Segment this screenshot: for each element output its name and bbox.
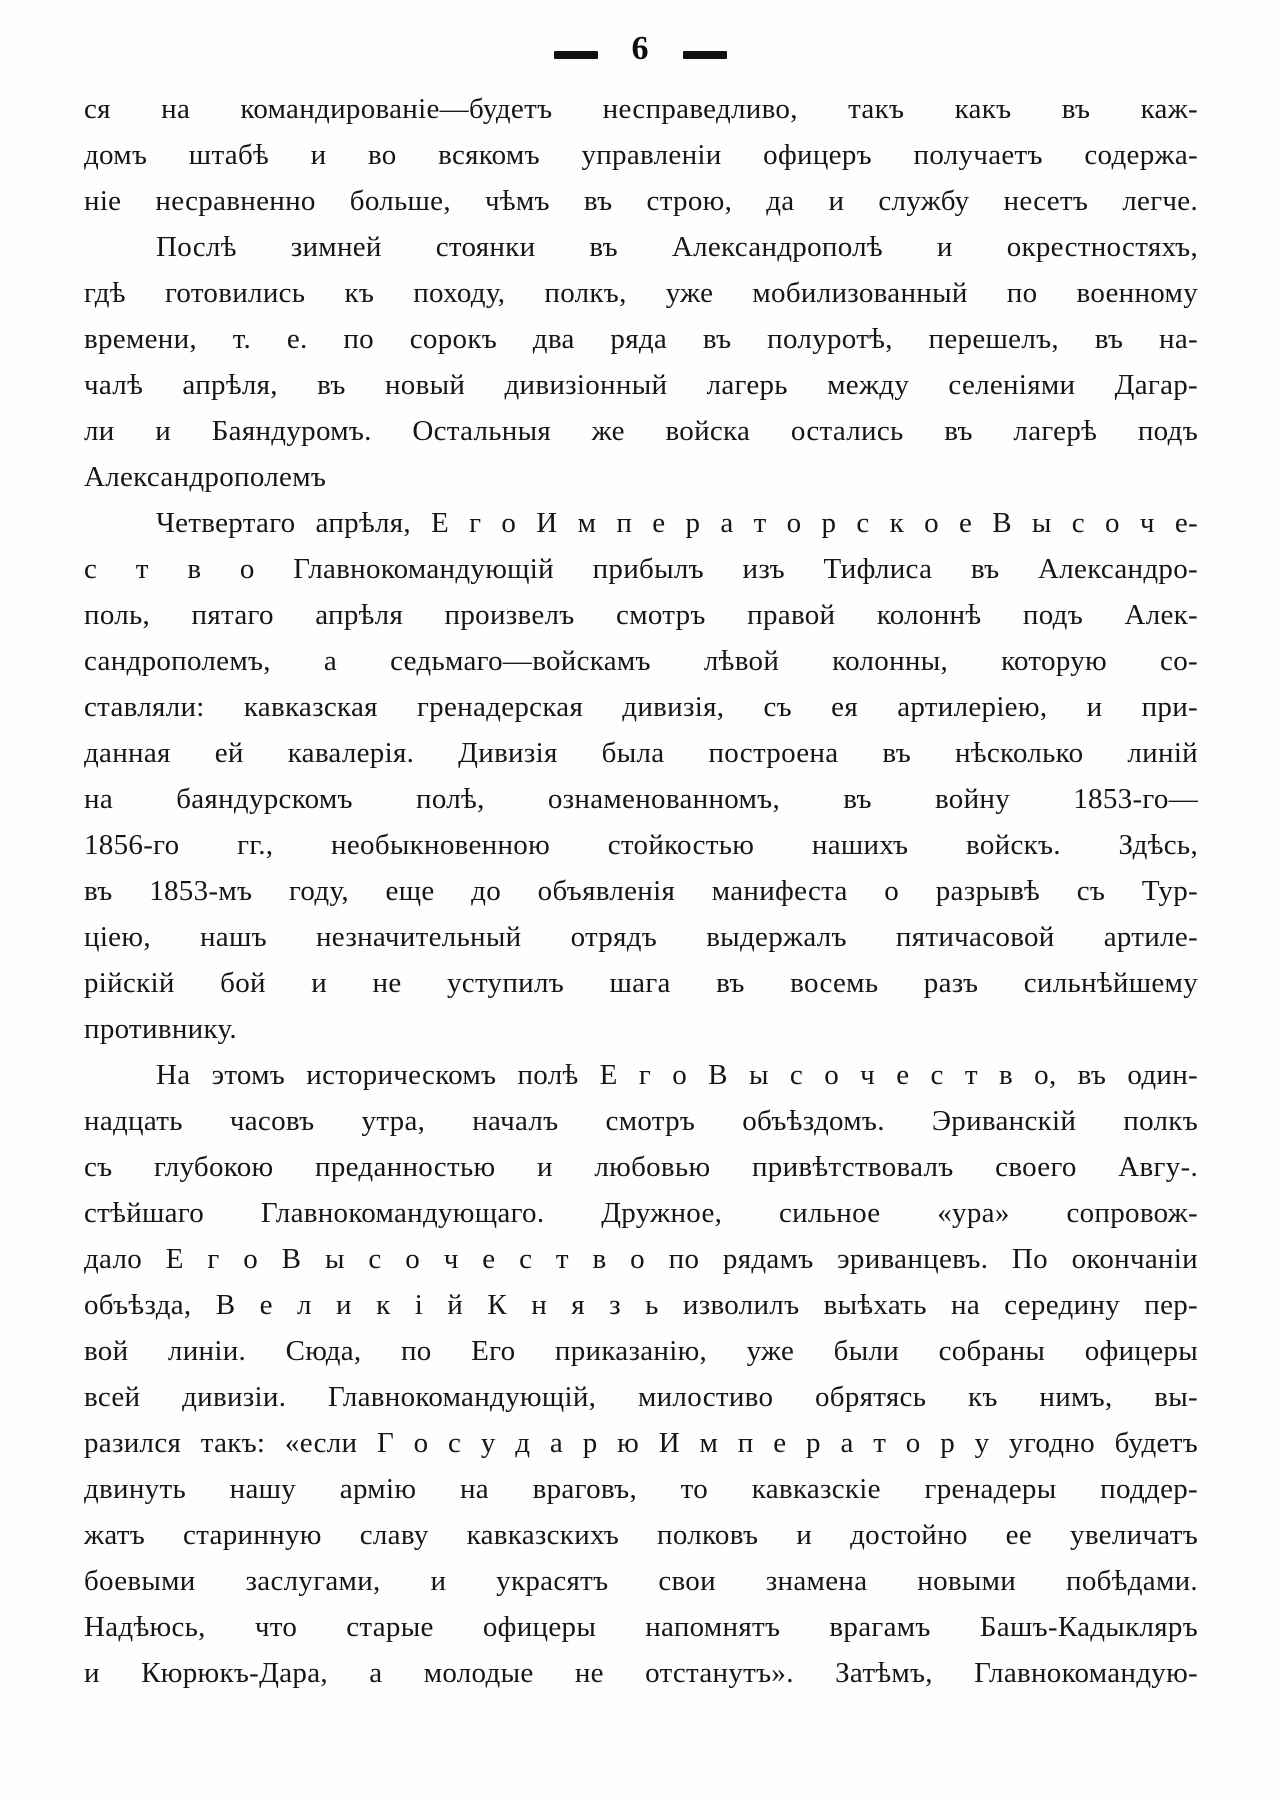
text-line: объѣзда, В е л и к і й К н я з ь изволилъ выѣхать на середину пер- xyxy=(84,1289,1198,1321)
text-line: чалѣ апрѣля, въ новый дивизіонный лагерь между селеніями Дагар- xyxy=(84,369,1198,401)
text-line: ніе несравненно больше, чѣмъ въ строю, да и службу несетъ легче. xyxy=(84,185,1198,217)
text-line: дало Е г о В ы с о ч е с т в о по рядамъ эриванцевъ. По окончаніи xyxy=(84,1243,1198,1275)
text-line: ціею, нашъ незначительный отрядъ выдержалъ пятичасовой артиле- xyxy=(84,921,1198,953)
text-line: жатъ старинную славу кавказскихъ полковъ и достойно ее увеличатъ xyxy=(84,1519,1198,1551)
text-line: стѣйшаго Главнокомандующаго. Дружное, сильное «ура» сопровож- xyxy=(84,1197,1198,1229)
text-line: домъ штабѣ и во всякомъ управленіи офицеръ получаетъ содержа- xyxy=(84,139,1198,171)
text-line: рійскій бой и не уступилъ шага въ восемь разъ сильнѣйшему xyxy=(84,967,1198,999)
text-line: ли и Баяндуромъ. Остальныя же войска остались въ лагерѣ подъ xyxy=(84,415,1198,447)
text-line: двинуть нашу армію на враговъ, то кавказскіе гренадеры поддер- xyxy=(84,1473,1198,1505)
text-line: Четвертаго апрѣля, Е г о И м п е р а т о р с к о е В ы с о ч е- xyxy=(156,507,1198,539)
text-line: гдѣ готовились къ походу, полкъ, уже мобилизованный по военному xyxy=(84,277,1198,309)
text-line: поль, пятаго апрѣля произвелъ смотръ правой колоннѣ подъ Алек- xyxy=(84,599,1198,631)
text-line: съ глубокою преданностью и любовью привѣтствовалъ своего Авгу-. xyxy=(84,1151,1198,1183)
page-number-header xyxy=(0,30,1280,80)
header-dash-left-icon xyxy=(554,51,598,59)
text-line: и Кюрюкъ-Дара, а молодые не отстанутъ». Затѣмъ, Главнокомандую- xyxy=(84,1657,1198,1689)
text-line: вой линіи. Сюда, по Его приказанію, уже были собраны офицеры xyxy=(84,1335,1198,1367)
text-line: ставляли: кавказская гренадерская дивизія, съ ея артилеріею, и при- xyxy=(84,691,1198,723)
body-text xyxy=(84,86,1198,1696)
text-line: времени, т. е. по сорокъ два ряда въ полуротѣ, перешелъ, въ на- xyxy=(84,323,1198,355)
text-line: На этомъ историческомъ полѣ Е г о В ы с о ч е с т в о, въ один- xyxy=(156,1059,1198,1091)
page-number: 6 xyxy=(631,30,649,67)
text-line: 1856-го гг., необыкновенною стойкостью нашихъ войскъ. Здѣсь, xyxy=(84,829,1198,861)
text-line: въ 1853-мъ году, еще до объявленія манифеста о разрывѣ съ Тур- xyxy=(84,875,1198,907)
text-line: всей дивизіи. Главнокомандующій, милостиво обрятясь къ нимъ, вы- xyxy=(84,1381,1198,1413)
text-line: ся на командированіе—будетъ несправедливо, такъ какъ въ каж- xyxy=(84,93,1198,125)
text-line: противнику. xyxy=(84,1013,237,1045)
text-line: разился такъ: «если Г о с у д а р ю И м п е р а т о р у угодно будетъ xyxy=(84,1427,1198,1459)
text-line: Надѣюсь, что старые офицеры напомнятъ врагамъ Башъ-Кадыкляръ xyxy=(84,1611,1198,1643)
text-line: на баяндурскомъ полѣ, ознаменованномъ, въ войну 1853-го— xyxy=(84,783,1198,815)
text-line: с т в о Главнокомандующій прибылъ изъ Тифлиса въ Александро- xyxy=(84,553,1198,585)
text-line: надцать часовъ утра, началъ смотръ объѣздомъ. Эриванскій полкъ xyxy=(84,1105,1198,1137)
text-line: данная ей кавалерія. Дивизія была построена въ нѣсколько линій xyxy=(84,737,1198,769)
text-line: боевыми заслугами, и украсятъ свои знамена новыми побѣдами. xyxy=(84,1565,1198,1597)
text-line: сандрополемъ, а седьмаго—войскамъ лѣвой колонны, которую со- xyxy=(84,645,1198,677)
text-line: Послѣ зимней стоянки въ Александрополѣ и окрестностяхъ, xyxy=(156,231,1198,263)
header-dash-right-icon xyxy=(683,51,727,59)
text-line: Александрополемъ xyxy=(84,461,327,493)
